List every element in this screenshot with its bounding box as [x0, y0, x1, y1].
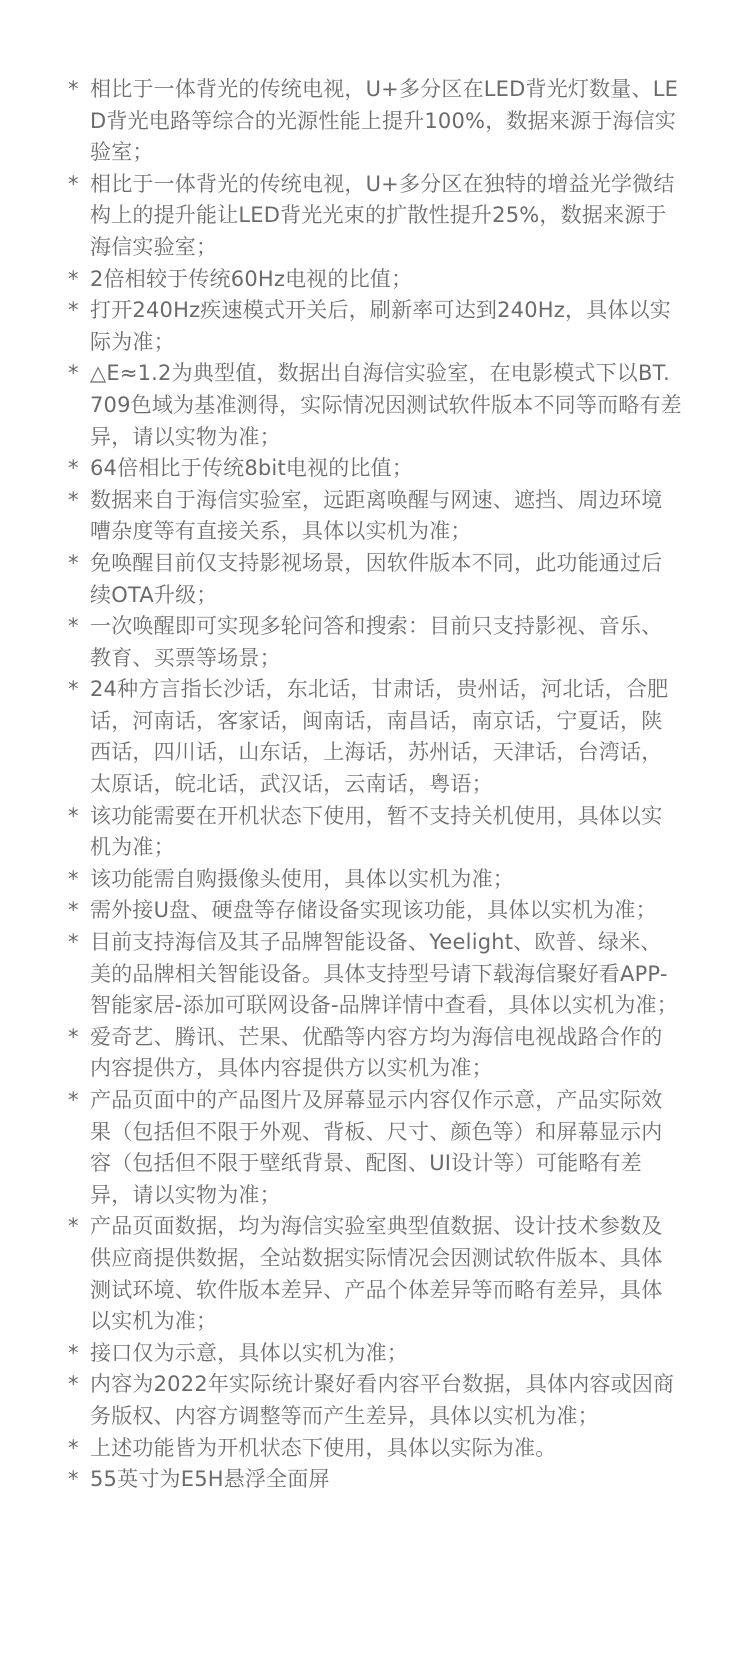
bullet-star: *	[68, 677, 79, 702]
footnote-text: 2倍相较于传统60Hz电视的比值；	[90, 266, 413, 291]
footnote-item	[0, 674, 750, 800]
footnote-item	[0, 927, 750, 1022]
footnote-item	[0, 895, 750, 927]
footnote-item	[0, 1433, 750, 1465]
bullet-star: *	[68, 1340, 79, 1365]
bullet-star: *	[68, 298, 79, 323]
footnote-text: 55英寸为E5H悬浮全面屏	[90, 1467, 330, 1492]
footnote-item	[0, 1022, 750, 1085]
bullet-star: *	[68, 456, 79, 481]
bullet-star: *	[68, 361, 79, 386]
footnote-text: 上述功能皆为开机状态下使用，具体以实际为准。	[90, 1435, 557, 1460]
bullet-star: *	[68, 1214, 79, 1239]
footnote-text: 相比于一体背光的传统电视，U+多分区在独特的增益光学微结构上的提升能让LED背光光束的扩散性提升25%，数据来源于海信实验室；	[90, 171, 675, 259]
footnote-text: 产品页面数据，均为海信实验室典型值数据、设计技术参数及供应商提供数据，全站数据实际情况会因测试软件版本、具体测试环境、软件版本差异、产品个体差异等而略有差异，具体以实机为准；	[90, 1214, 663, 1334]
footnote-text: △E≈1.2为典型值，数据出自海信实验室，在电影模式下以BT.709色域为基准测得，实际情况因测试软件版本不同等而略有差异，请以实物为准；	[90, 361, 682, 449]
footnote-item	[0, 1369, 750, 1432]
footnote-text: 接口仅为示意，具体以实机为准；	[90, 1340, 408, 1365]
footnote-item	[0, 1464, 750, 1496]
bullet-star: *	[68, 77, 79, 101]
footnote-text: 该功能需要在开机状态下使用，暂不支持关机使用，具体以实机为准；	[90, 803, 663, 860]
footnote-text: 需外接U盘、硬盘等存储设备实现该功能，具体以实机为准；	[90, 898, 657, 923]
footnote-text: 打开240Hz疾速模式开关后，刷新率可达到240Hz，具体以实际为准；	[90, 298, 671, 354]
footnote-text: 数据来自于海信实验室，远距离唤醒与网速、遮挡、周边环境嘈杂度等有直接关系，具体以实机为准；	[90, 487, 663, 544]
footnote-item	[0, 1211, 750, 1337]
bullet-star: *	[68, 930, 79, 955]
bullet-star: *	[68, 866, 79, 891]
footnote-item	[0, 548, 750, 611]
footnote-item	[0, 611, 750, 674]
footnote-text: 相比于一体背光的传统电视，U+多分区在LED背光灯数量、LED背光电路等综合的光源性能上提升100%，数据来源于海信实验室；	[90, 77, 679, 165]
footnote-list	[0, 74, 750, 1496]
bullet-star: *	[68, 1088, 79, 1112]
footnote-text: 一次唤醒即可实现多轮问答和搜索：目前只支持影视、音乐、教育、买票等场景；	[90, 614, 663, 670]
bullet-star: *	[68, 1435, 79, 1460]
footnote-item	[0, 864, 750, 896]
footnote-item	[0, 264, 750, 296]
bullet-star: *	[68, 1372, 79, 1397]
bullet-star: *	[68, 614, 79, 639]
footnote-item	[0, 1338, 750, 1370]
footnote-text: 该功能需自购摄像头使用，具体以实机为准；	[90, 866, 514, 891]
bullet-star: *	[68, 803, 79, 828]
footnote-item	[0, 358, 750, 453]
footnote-item	[0, 74, 750, 169]
footnote-item	[0, 485, 750, 548]
footnote-text: 产品页面中的产品图片及屏幕显示内容仅作示意，产品实际效果（包括但不限于外观、背板、尺寸、颜色等）和屏幕显示内容（包括但不限于壁纸背景、配图、UI设计等）可能略有差异，请以实物为准；	[90, 1088, 663, 1207]
bullet-star: *	[68, 550, 79, 575]
footnote-item	[0, 801, 750, 864]
footnote-text: 免唤醒目前仅支持影视场景，因软件版本不同，此功能通过后续OTA升级；	[90, 550, 663, 607]
bullet-star: *	[68, 1024, 79, 1049]
bullet-star: *	[68, 1467, 79, 1492]
footnote-text: 爱奇艺、腾讯、芒果、优酷等内容方均为海信电视战路合作的内容提供方，具体内容提供方以实机为准；	[90, 1024, 663, 1081]
footnote-item	[0, 1085, 750, 1211]
footnote-text: 64倍相比于传统8bit电视的比值；	[90, 456, 414, 481]
footnote-text: 内容为2022年实际统计聚好看内容平台数据，具体内容或因商务版权、内容方调整等而产生差异，具体以实机为准；	[90, 1372, 675, 1428]
bullet-star: *	[68, 266, 79, 291]
footnote-item	[0, 295, 750, 358]
footnote-text: 目前支持海信及其子品牌智能设备、Yeelight、欧普、绿米、美的品牌相关智能设备。具体支持型号请下载海信聚好看APP-智能家居-添加可联网设备-品牌详情中查看，具体以实机为准；	[90, 930, 678, 1018]
bullet-star: *	[68, 171, 79, 196]
footnote-text: 24种方言指长沙话，东北话，甘肃话，贵州话，河北话，合肥话，河南话，客家话，闽南话，南昌话，南京话，宁夏话，陕西话，四川话，山东话，上海话，苏州话，天津话，台湾话，太原话，皖北话，武汉话，云南话，粤语；	[90, 677, 669, 797]
footnote-item	[0, 453, 750, 485]
footnote-item	[0, 169, 750, 264]
bullet-star: *	[68, 487, 79, 512]
bullet-star: *	[68, 898, 79, 923]
